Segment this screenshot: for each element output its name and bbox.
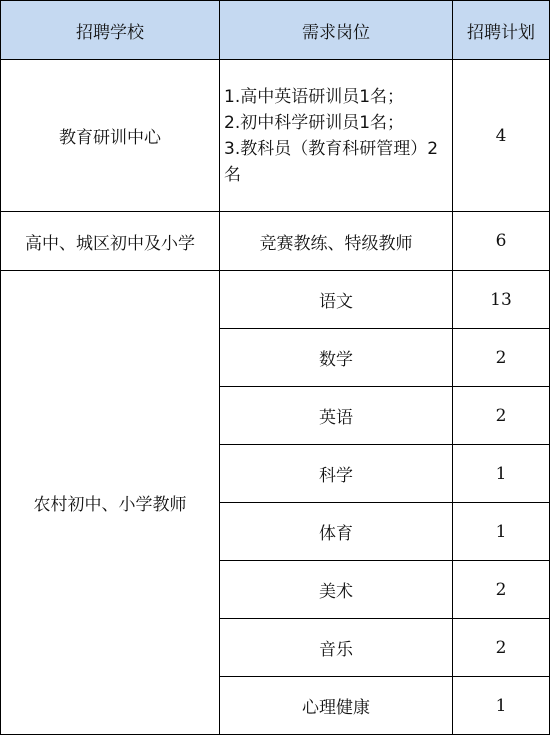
subject-cell: 英语 xyxy=(220,387,453,445)
header-school: 招聘学校 xyxy=(1,1,220,60)
subject-cell: 音乐 xyxy=(220,619,453,677)
count-cell: 13 xyxy=(453,271,550,329)
position-item: 2.初中科学研训员1名； xyxy=(224,112,405,133)
table-row xyxy=(1,212,550,271)
school-cell: 高中、城区初中及小学 xyxy=(1,212,220,271)
subject-cell: 心理健康 xyxy=(220,677,453,735)
position-cell: 竞赛教练、特级教师 xyxy=(220,212,453,271)
count-cell: 2 xyxy=(453,561,550,619)
position-item: 1.高中英语研训员1名； xyxy=(224,86,405,107)
header-plan: 招聘计划 xyxy=(453,1,550,60)
school-cell: 农村初中、小学教师 xyxy=(1,271,220,735)
positions-cell xyxy=(220,60,453,212)
subject-cell: 语文 xyxy=(220,271,453,329)
subject-cell: 体育 xyxy=(220,503,453,561)
header-position: 需求岗位 xyxy=(220,1,453,60)
count-cell: 2 xyxy=(453,387,550,445)
count-cell: 1 xyxy=(453,677,550,735)
table-row xyxy=(1,271,550,329)
school-cell: 教育研训中心 xyxy=(1,60,220,212)
position-item: 3.教科员（教育科研管理）2名 xyxy=(224,138,439,185)
count-cell: 2 xyxy=(453,619,550,677)
count-cell: 2 xyxy=(453,329,550,387)
subject-cell: 美术 xyxy=(220,561,453,619)
header-row xyxy=(1,1,550,60)
count-cell: 1 xyxy=(453,503,550,561)
subject-cell: 科学 xyxy=(220,445,453,503)
count-cell: 1 xyxy=(453,445,550,503)
count-cell: 6 xyxy=(453,212,550,271)
count-cell: 4 xyxy=(453,60,550,212)
table-row xyxy=(1,60,550,212)
subject-cell: 数学 xyxy=(220,329,453,387)
